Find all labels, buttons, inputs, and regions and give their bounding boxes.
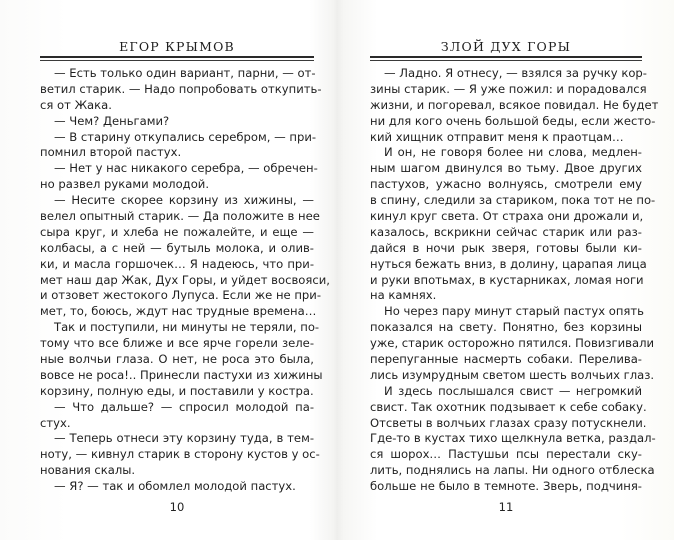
text-line: показался на свету. Понятно, без корзины — [370, 320, 642, 335]
text-line: стух. — [40, 415, 71, 430]
running-head-author: ЕГОР КРЫМОВ — [119, 39, 235, 54]
text-line: перепуганные насмерть собаки. Перелива- — [370, 352, 642, 367]
text-line: ни для кого очень большой беды, если жесто- — [370, 113, 656, 128]
text-line: ки, и масла горшочек… Я надеюсь, что при- — [40, 256, 314, 271]
text-line: дайся в ночи рык зверя, готовы были ки- — [370, 240, 642, 255]
text-line: на камнях. — [370, 288, 437, 303]
text-line: корзину, полную еды, и поставили у костра. — [40, 383, 314, 398]
page-number: 10 — [169, 500, 185, 514]
page-number: 11 — [498, 500, 514, 514]
text-line: свист. Так охотник подзывает к себе собаку. — [370, 399, 647, 414]
text-line: И здесь послышался свист — негромкий — [384, 383, 642, 398]
text-line: ные волчьи глаза. О нет, не роса это была, — [40, 352, 314, 367]
text-line: пастухов, ужасно волнуясь, смотрели ему — [370, 177, 642, 192]
text-line: уже, старик осторожно пятился. Повизгивали — [370, 336, 655, 351]
text-line: зины старик. — Я уже пожил: и порадовался — [370, 81, 647, 96]
text-line: нуться бежать вниз, в долину, царапая лица — [370, 256, 647, 271]
header-rule — [40, 56, 314, 61]
text-line: — Чем? Деньгами? — [54, 113, 170, 128]
text-line: — Ладно. Я отнесу, — взялся за ручку кор- — [384, 66, 647, 80]
text-line: и отзовет жестокого Лупуса. Если же не при- — [40, 288, 322, 303]
text-line: и руки впотьмах, в кустарниках, ломая ноги — [370, 272, 644, 287]
text-line: мет, то, боюсь, ждут нас трудные времена… — [40, 304, 317, 319]
text-line: кинул круг света. От страха они дрожали и, — [370, 209, 644, 224]
text-line: ноту, — кивнул старик в сторону кустов у ос- — [40, 447, 320, 462]
text-line: сыра круг, и хлеба не пожалейте, и еще — — [40, 224, 314, 239]
text-line: помнил второй пастух. — [40, 145, 182, 160]
text-line: тому что все ближе и все ярче горели зеле- — [40, 336, 314, 351]
text-line: лить, поднялись на лапы. Ни одного отблеска — [370, 463, 655, 478]
text-line: ся от Жака. — [40, 97, 112, 112]
text-line: — Я? — так и обомлел молодой пастух. — [54, 479, 296, 494]
text-line: — Что дальше? — спросил молодой па- — [54, 399, 314, 414]
text-line: — Теперь отнеси эту корзину туда, в тем- — [54, 431, 314, 446]
text-line: жизни, и погоревал, всякое повидал. Не будет — [370, 97, 659, 112]
left-page — [40, 0, 330, 540]
text-line: — Несите скорее корзину из хижины, — — [54, 193, 314, 208]
text-line: больше не было в темноте. Зверь, подчиня- — [370, 479, 642, 494]
header-rule — [370, 56, 642, 61]
text-line: ным шагом двинулся во тьму. Двое других — [370, 161, 642, 176]
right-page — [370, 0, 659, 540]
text-line: но развел руками молодой. — [40, 177, 210, 192]
text-line: лись изумрудным светом шесть волчьих глаз. — [370, 367, 655, 382]
left-page-body — [40, 66, 330, 495]
text-line: нования скалы. — [40, 463, 136, 478]
text-line: велел опытный старик. — Да положите в нее — [40, 209, 320, 224]
running-head-title: ЗЛОЙ ДУХ ГОРЫ — [440, 39, 572, 54]
text-line: — Нет у нас никакого серебра, — обречен- — [54, 161, 318, 176]
text-line: в спину, следили за стариком, пока тот не по- — [370, 193, 656, 208]
text-line: Но через пару минут старый пастух опять — [384, 304, 644, 319]
text-line: вовсе не роса!.. Принесли пастухи из хижины — [40, 367, 323, 382]
text-line: казалось, вскрикни сейчас старик или раз- — [370, 224, 642, 239]
text-line: кий хищник отправит меня к праотцам… — [370, 129, 624, 144]
text-line: — В старину откупались серебром, — при- — [54, 129, 317, 144]
text-line: — Есть только один вариант, парни, — от- — [54, 66, 316, 80]
text-line: И он, не говоря более ни слова, медлен- — [384, 145, 642, 160]
text-line: Где-то в кустах тихо щелкнула ветка, раздал- — [370, 431, 656, 446]
text-line: Так и поступили, ни минуты не теряли, по- — [54, 320, 320, 335]
text-line: ся шорох… Пастушьи псы перестали ску- — [370, 447, 642, 462]
text-line: мет наш дар Жак, Дух Горы, и уйдет восвояси, — [40, 272, 330, 287]
right-page-body — [370, 66, 659, 495]
text-line: Отсветы в волчьих глазах сразу потускнели. — [370, 415, 647, 430]
text-line: ветил старик. — Надо попробовать откупить- — [40, 81, 322, 96]
text-line: колбасы, а с ней — бутыль молока, и олив- — [40, 240, 314, 255]
